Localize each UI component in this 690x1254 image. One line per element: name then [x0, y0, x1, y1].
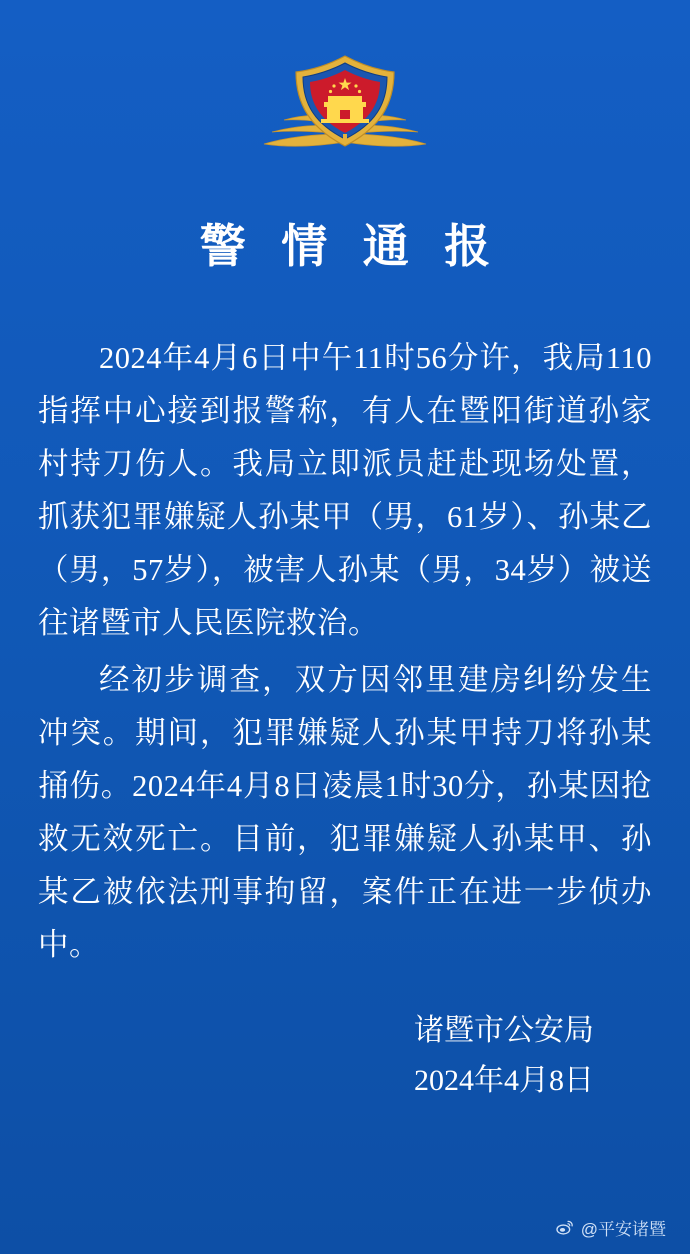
- china-police-badge-icon: [250, 46, 440, 166]
- signature-issuer: 诸暨市公安局: [414, 1014, 594, 1047]
- paragraph-2: 经初步调查，双方因邻里建房纠纷发生冲突。期间，犯罪嫌疑人孙某甲持刀将孙某捅伤。2024年4月8日凌晨1时30分，孙某因抢救无效死亡。目前，犯罪嫌疑人孙某甲、孙某乙被依法刑事拘留，案件正在进一步侦办中。: [38, 663, 652, 962]
- signature-block: [414, 1006, 594, 1106]
- notice-body: [38, 332, 652, 972]
- footer-watermark: [555, 1215, 666, 1240]
- signature-date: 2024年4月8日: [414, 1064, 594, 1097]
- footer-account: @平安诸暨: [580, 1220, 666, 1239]
- weibo-icon: [555, 1218, 574, 1237]
- emblem-container: [0, 0, 690, 166]
- page-title: 警 情 通 报: [199, 221, 503, 272]
- paragraph-1: 2024年4月6日中午11时56分许，我局110指挥中心接到报警称，有人在暨阳街道孙家村持刀伤人。我局立即派员赶赴现场处置，抓获犯罪嫌疑人孙某甲（男，61岁）、孙某乙（男，57岁），被害人孙某（男，34岁）被送往诸暨市人民医院救治。: [38, 341, 652, 640]
